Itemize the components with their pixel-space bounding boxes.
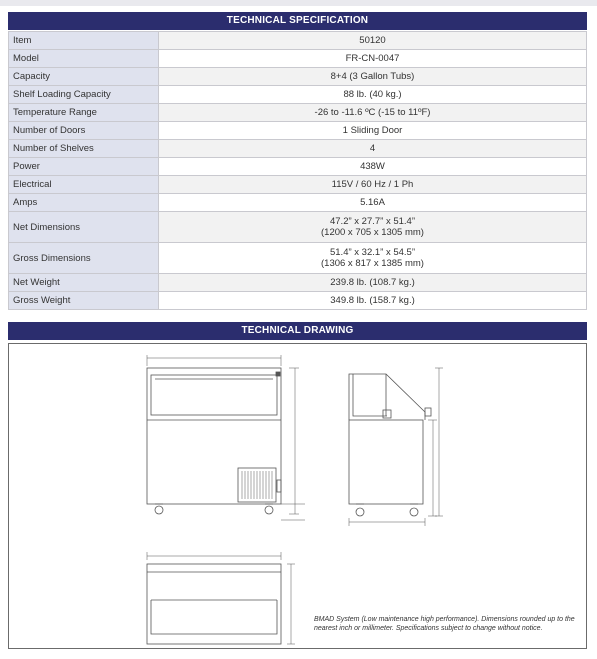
table-row [9,140,587,158]
spec-table [8,31,587,310]
table-row [9,104,587,122]
drawing-note: BMAD System (Low maintenance high performance). Dimensions rounded up to the nearest inch or millimeter. Specifications subject to change without notice. [314,616,575,632]
table-row [9,122,587,140]
spec-label: Electrical [9,176,159,194]
spec-label: Gross Dimensions [9,243,159,274]
table-row [9,212,587,243]
spec-value: 349.8 lb. (158.7 kg.) [159,292,587,310]
spec-value: 50120 [159,32,587,50]
spec-value: 5.16A [159,194,587,212]
table-row [9,158,587,176]
spec-value: 239.8 lb. (108.7 kg.) [159,274,587,292]
spec-value: 438W [159,158,587,176]
spec-label: Temperature Range [9,104,159,122]
spec-label: Shelf Loading Capacity [9,86,159,104]
spec-label: Item [9,32,159,50]
table-row [9,176,587,194]
spec-value: -26 to -11.6 ºC (-15 to 11ºF) [159,104,587,122]
spec-value: 8+4 (3 Gallon Tubs) [159,68,587,86]
table-row [9,50,587,68]
spec-value: 115V / 60 Hz / 1 Ph [159,176,587,194]
spec-value: 1 Sliding Door [159,122,587,140]
spec-label: Net Dimensions [9,212,159,243]
spec-value-metric: (1200 x 705 x 1305 mm) [321,227,424,238]
table-row [9,68,587,86]
spec-value: 88 lb. (40 kg.) [159,86,587,104]
top-view [147,552,295,644]
drawing-frame [8,343,587,649]
spec-label: Number of Doors [9,122,159,140]
table-row [9,274,587,292]
side-view [349,368,443,526]
spec-label: Net Weight [9,274,159,292]
table-row [9,32,587,50]
spec-value [159,212,587,243]
spec-value-imperial: 51.4” x 32.1” x 54.5” [329,247,416,258]
spec-label: Gross Weight [9,292,159,310]
table-row [9,243,587,274]
spec-label: Power [9,158,159,176]
table-row [9,292,587,310]
technical-drawing [9,344,588,650]
front-view [147,355,305,520]
table-row [9,194,587,212]
drawing-header: TECHNICAL DRAWING [8,322,587,340]
spec-value-metric: (1306 x 817 x 1385 mm) [321,258,424,269]
spec-label: Model [9,50,159,68]
spec-label: Amps [9,194,159,212]
spec-label: Number of Shelves [9,140,159,158]
spec-label: Capacity [9,68,159,86]
spec-value: 4 [159,140,587,158]
spec-value [159,243,587,274]
spec-header: TECHNICAL SPECIFICATION [8,12,587,30]
table-row [9,86,587,104]
top-strip [0,0,597,6]
spec-value-imperial: 47.2” x 27.7” x 51.4” [329,216,416,227]
spec-value: FR-CN-0047 [159,50,587,68]
